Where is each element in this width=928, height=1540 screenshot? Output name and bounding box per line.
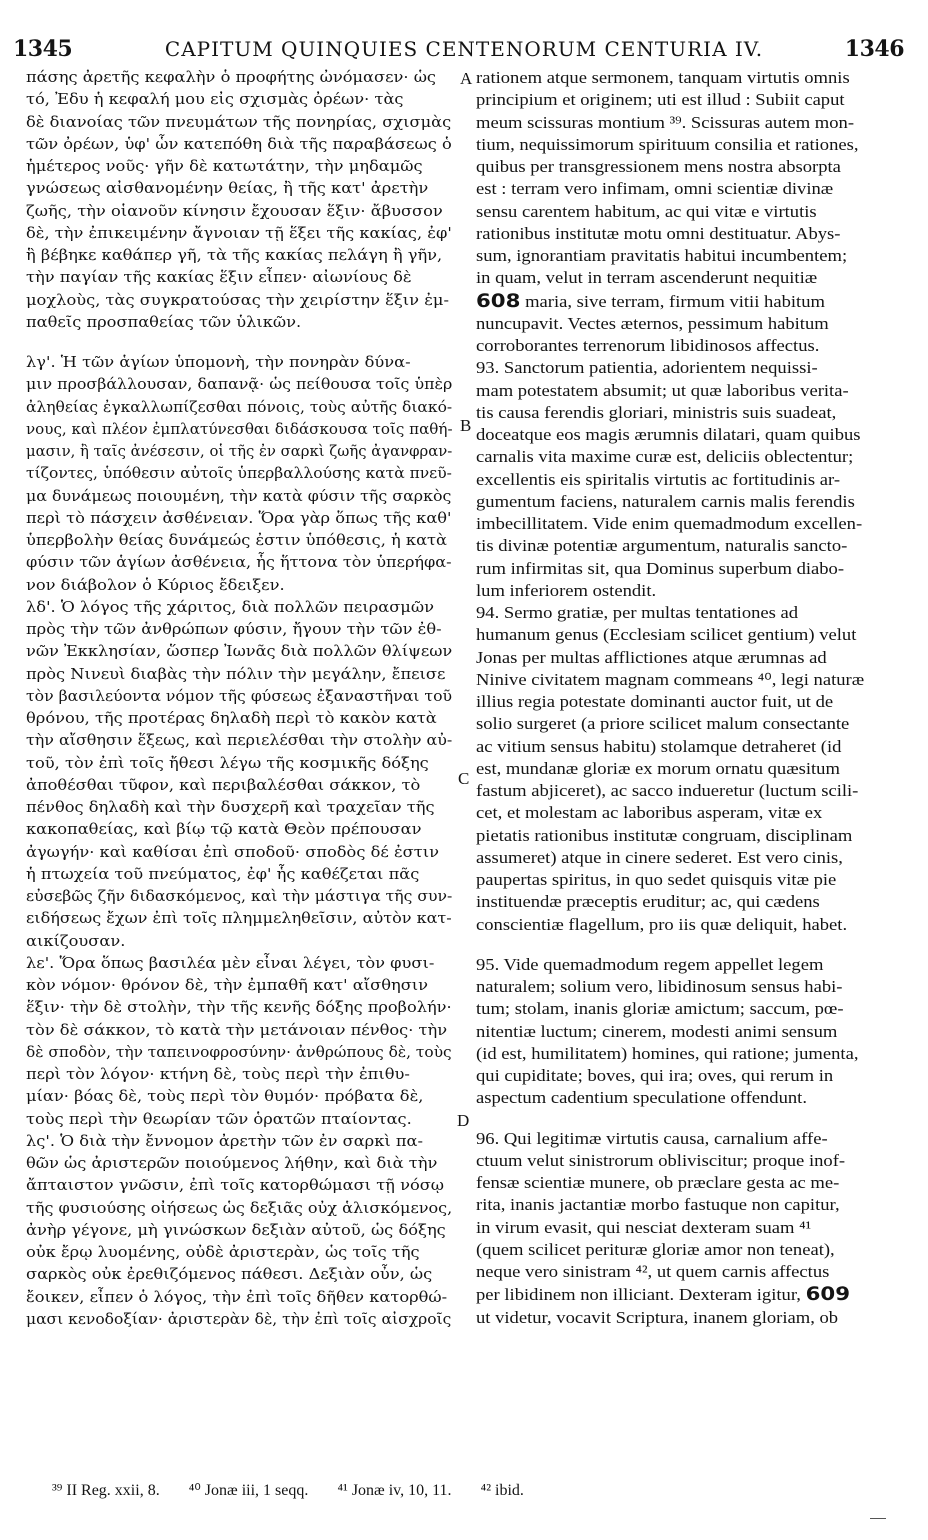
greek-text-line: τοὺς περὶ τὴν θεωρίαν τῶν ὁρατῶν πταίοντας. [26,1111,412,1128]
greek-text-line: τὴν παγίαν τῆς κακίας ἕξιν εἶπεν· αἰωνίους δὲ [26,270,412,287]
left-column-number: 1345 [13,36,73,62]
greek-text-line: φύσιν τῶν ἁγίων ἀσθένεια, ἧς ἥττονα τὸν ὑπερήφα- [26,555,452,572]
latin-text-line: mam potestatem absumit; ut quæ laboribus verita- [476,380,849,400]
latin-text-line: paupertas spiritus, in quo sedet quisquis vitæ pie [476,870,837,889]
greek-text-line: ζωῆς, τὴν οἱανοῦν κίνησιν ἔχουσαν ἕξιν· ἄβυσσον [26,203,443,220]
greek-text-line: θρόνου, τῆς προτέρας δηλαδὴ περὶ τὸ κακὸν κατὰ [26,711,437,727]
greek-text-line: λγ'. Ἡ τῶν ἁγίων ὑπομονὴ, τὴν πονηρὰν δύνα- [26,355,411,371]
latin-text-line: neque vero sinistram ⁴², ut quem carnis affectus [476,1262,830,1281]
latin-text-line: cet, et molestam ac laboribus asperam, vitæ ex [476,803,823,823]
latin-text-line: doceatque eos magis ærumnis dilatari, quam quibus [476,425,861,444]
latin-text-line: carnalis vita maxime curæ est, deliciis oblectentur; [476,447,854,467]
footnote-40: ⁴⁰ Jonæ iii, 1 seqq. [188,1482,309,1499]
greek-text-line: λς'. Ὁ διὰ τὴν ἔννομον ἀρετὴν τῶν ἐν σαρκὶ πα- [26,1133,424,1150]
footnote-39: ³⁹ II Reg. xxii, 8. [52,1482,160,1499]
greek-text-line: ἀληθείας ἐγκαλλωπίζεσθαι πόνοις, τοὺς αὐτῆς διακό- [26,399,453,416]
greek-text-line: εὐσεβῶς ζῆν διδασκόμενος, καὶ τὴν μάστιγα τῆς συν- [26,889,453,905]
greek-text-line: περὶ τὸν λόγον· κτήνη δὲ, τοὺς περὶ τὴν ἐπιθυ- [26,1067,410,1083]
greek-text-line: ἀποθέσθαι τῦφον, καὶ περιβαλέσθαι σάκκον, τὸ [26,777,421,794]
greek-text-line: μασι κενοδοξίαν· ἀριστερὰν δὲ, τὴν ἐπὶ τοῖς αἰσχροῖς [26,1311,452,1328]
greek-text-line: οὐκ ἔρῳ λυομένης, οὐδὲ ἀριστερὰν, ὡς τοῖς τῆς [26,1245,420,1261]
latin-text-line: lum inferiorem ostendit. [476,580,657,600]
latin-text-line: 96. Qui legitimæ virtutis causa, carnalium affe- [476,1128,828,1148]
greek-text-line: τίζοντες, ὑπόθεσιν αὐτοῖς ὑπερβαλλούσης κατὰ πνεῦ- [26,466,452,483]
latin-text-line: rationem atque sermonem, tanquam virtutis omnis [476,68,850,87]
margin-marker-a: A [460,69,473,88]
latin-text-line: sum, ignorantiam pravitatis habitui incumbentem; [476,246,848,265]
page-number-608: 608 [476,289,521,312]
greek-text-line: τὴν αἴσθησιν ἕξεως, καὶ περιελέσθαι τὴν στολὴν αὐ- [26,733,453,750]
greek-text-line: σαρκὸς οὐκ ἐρεθιζόμενος πάθεσι. Δεξιὰν οὖν, ὡς [26,1267,433,1284]
latin-text-line: imbecillitatem. Vide enim quemadmodum excellen- [476,514,863,533]
greek-text-line: νους, καὶ πλέον ἐμπλατύνεσθαι διδάσκουσα τοῖς παθή- [26,421,453,438]
greek-text-line: θῶν ὡς ἀριστερῶν ποιούμενος λήθην, καὶ διὰ τὴν [26,1156,438,1172]
latin-text-line: illius regia potestate dominanti auctor fuit, ut de [476,692,834,711]
latin-text-line: 95. Vide quemadmodum regem appellet legem [476,954,824,974]
greek-text-line: δὲ σποδὸν, τὴν ταπεινοφροσύνην· ἀνθρώπους δὲ, τοὺς [26,1044,452,1061]
greek-text-line: περὶ τὸ πάσχειν ἀσθένειαν. Ὅρα γὰρ ὅπως τῆς καθ' [26,510,452,527]
footnote-41: ⁴¹ Jonæ iv, 10, 11. [337,1482,452,1499]
running-header [0,34,928,64]
latin-text-line: corroborantes terrenorum libidinosos affectus. [476,336,820,355]
greek-text-line: λδ'. Ὁ λόγος τῆς χάριτος, διὰ πολλῶν πειρασμῶν [26,599,434,616]
latin-text-line: Jonas per multas afflictiones atque ærumnas ad [476,647,827,667]
latin-paragraph-gap [476,1110,896,1128]
latin-text-line: quibus per transgressionem mens nostra absorpta [476,157,841,176]
greek-text-line: αικίζουσαν. [26,933,126,950]
greek-text-line: πένθος δηλαδὴ καὶ τὴν δυσχερῆ καὶ τραχεῖαν τῆς [26,800,435,816]
footnotes [52,1478,912,1504]
greek-text-line: ἡ πτωχεία τοῦ πνεύματος, ἐφ' ἧς καθέζεται πᾶς [26,866,420,883]
greek-text-line: ειδήσεως ἔχων ἐπὶ τοῖς πλημμεληθεῖσιν, αὐτὸν κατ- [26,911,452,928]
greek-text-line: ἕξιν· τὴν δὲ στολὴν, τὴν τῆς κενῆς δόξης προβολήν· [26,1000,452,1017]
latin-text-line: tum; stolam, inanis gloriæ amictum; saccum, pœ- [476,999,844,1019]
latin-text-line: tium, nequissimorum spirituum consilia et rationes, [476,134,859,154]
latin-text-line: est, mundanæ gloriæ ex morum ornatu quæsitum [476,758,840,778]
greek-text-line: νῶν Ἐκκλησίαν, ὥσπερ Ἰωνᾶς διὰ πολλῶν θλίψεων [26,644,453,661]
latin-text-line: ac vitium sensus habitu) stolamque detraheret (id [476,736,842,756]
greek-text-line: ἡμέτερος νοῦς· γῆν δὲ κατωτάτην, τὴν μηδαμῶς [26,159,423,175]
latin-text-line: 608 maria, sive terram, firmum vitii habitum [476,289,825,312]
greek-text-line: μιν προσβάλλουσαν, δαπανᾷ· ὡς πείθουσα τοῖς ὑπὲρ [26,377,453,394]
latin-text-line: aspectum cadentium speculatione offendunt. [476,1088,807,1108]
greek-text-line: τῶν ὀρέων, ὑφ' ὧν κατεπόθη διὰ τῆς παραβάσεως ὁ [26,136,452,153]
greek-text-line: παθεῖς προσπαθείας τῶν ὑλικῶν. [26,314,302,331]
greek-text-line: ἄπταιστον γνῶσιν, ἐπὶ τοῖς κατορθώμασι τῇ νόσῳ [26,1178,445,1195]
greek-text-line: κακοπαθείας, καὶ βίῳ τῷ κατὰ Θεὸν πρέπουσαν [26,822,422,839]
latin-text-line: meum scissuras montium ³⁹. Scissuras autem mon- [476,112,855,132]
latin-text-line: conscientiæ flagellum, pro iis quæ deliquit, habet. [476,914,848,934]
greek-text-line: ἀγωγήν· καὶ καθίσαι ἐπὶ σποδοῦ· σποδὸς δέ ἐστιν [26,844,439,861]
latin-text-column [476,67,896,1329]
greek-text-line: μασιν, ἢ ταῖς ἀνέσεσιν, οἱ τῆς ἐν σαρκὶ ζωῆς ἀγανφραν- [26,444,453,460]
greek-text-column [26,67,454,1331]
latin-text-line: pietatis rationibus institutæ congruam, disciplinam [476,825,853,845]
latin-text-line: Ninive civitatem magnam commeans ⁴⁰, legi naturæ [476,669,865,689]
latin-text-line: assumeret) atque in cinere sederet. Est vero cinis, [476,847,843,867]
latin-text-line: in virum evasit, qui nesciat dexteram suam ⁴¹ [476,1217,812,1237]
greek-text-line: μοχλοὺς, τὰς συγκρατούσας τὴν χειρίστην ἕξιν ἐμ- [26,292,449,309]
latin-text-line: in quam, velut in terram ascenderunt nequitiæ [476,268,818,288]
latin-paragraph-gap [476,936,896,954]
greek-text-line: νον διάβολον ὁ Κύριος ἔδειξεν. [26,577,285,594]
greek-text-line: γνώσεως αἰσθανομένην θείας, ἢ τῆς κατ' ἀρετὴν [26,181,429,198]
page-end-rule [870,1518,886,1519]
greek-text-line: μα δυνάμεως ποιουμένη, τὴν κατὰ φύσιν τῆς σαρκὸς [26,488,452,505]
greek-paragraph-gap [26,334,454,352]
greek-text-line: πρὸς τὴν τῶν ἀνθρώπων φύσιν, ἤγουν τὴν τῶν ἐθ- [26,622,442,638]
latin-text-line: humanum genus (Ecclesiam scilicet gentium) velut [476,625,857,645]
page-number-609: 609 [805,1283,851,1306]
latin-text-line: gumentum faciens, naturalem carnis malis ferendis [476,491,855,511]
latin-text-line: solio surgeret (a priore scilicet malum consectante [476,714,850,734]
latin-text-line: ctuum velut sinistrorum obliviscitur; proque inof- [476,1150,846,1170]
latin-text-line: tis divinæ potentiæ argumentum, naturalis sancto- [476,536,848,556]
latin-text-line: tis causa ferendis gloriari, ministris suis suadeat, [476,402,837,422]
latin-text-line: rum infirmitas sit, qua Dominus superbum diabo- [476,558,845,578]
greek-text-line: δὲ, τὴν ἐπικειμένην ἄγνοιαν τῇ ἕξει τῆς κακίας, ἐφ' [26,225,452,242]
latin-text-line: fensæ scientiæ munere, ob præclare gesta ac me- [476,1173,840,1192]
greek-text-line: λε'. Ὅρα ὅπως βασιλέα μὲν εἶναι λέγει, τὸν φυσι- [26,955,435,972]
latin-text-line: (id est, humilitatem) homines, qui ratione; jumenta, [476,1043,859,1063]
latin-text-line: est : terram vero infimam, omni scientiæ divinæ [476,179,834,199]
latin-text-line: excellentis eis spiritalis virtutis ac fortitudinis ar- [476,469,841,489]
latin-text-line: nitentiæ luctum; cinerem, modesti animi sensum [476,1021,838,1041]
greek-text-line: τὸν δὲ σάκκον, τὸ κατὰ τὴν μετάνοιαν πένθος· τὴν [26,1022,448,1039]
greek-text-line: τῆς φυσιούσης οἰήσεως ὡς δεξιᾶς οὐχ ἁλισκόμενος, [26,1200,453,1217]
latin-text-line: sensu carentem habitum, ac qui vitæ e virtutis [476,201,817,221]
right-column-number: 1346 [844,36,904,62]
greek-text-line: πρὸς Νινευὶ διαβὰς τὴν πόλιν τὴν μεγάλην, ἔπεισε [26,666,446,683]
greek-text-line: δὲ διανοίας τῶν πνευμάτων τῆς πονηρίας, σχισμὰς [26,114,452,131]
latin-text-line: rita, inanis jactantiæ morbo fastuque non capitur, [476,1195,840,1215]
greek-text-line: τοῦ, τὸν ἐπὶ τοῖς ἤθεσι λέγω τῆς κοσμικῆς δόξης [26,755,429,772]
latin-text-line: principium et originem; uti est illud : Subiit caput [476,90,845,110]
greek-text-line: τό, Ἐδυ ἡ κεφαλή μου εἰς σχισμὰς ὀρέων· τὰς [26,92,404,109]
latin-text-line: qui cupiditate; boves, qui ira; oves, qui rerum in [476,1066,834,1085]
greek-text-line: ἣ βέβηκε καθάπερ γῆ, τὰ τῆς κακίας πελάγη ἢ γῆν, [26,248,443,264]
greek-text-line: τὸν βασιλεύοντα νόμον τῆς φύσεως ἐξαναστῆναι τοῦ [26,688,453,705]
footnote-42: ⁴² ibid. [480,1482,524,1499]
latin-text-line: naturalem; solium vero, libidinosum sensus habi- [476,977,843,996]
greek-text-line: μίαν· βόας δὲ, τοὺς περὶ τὸν θυμόν· πρόβατα δὲ, [26,1089,424,1106]
latin-text-line: nuncupavit. Vectes æternos, pessimum habitum [476,313,829,333]
latin-text-line: (quem scilicet perituræ gloriæ amor non teneat), [476,1239,835,1259]
latin-text-line: fastum abjiceret), ac sacco indueretur (luctum scili- [476,781,859,800]
greek-text-line: ὑπερβολὴν θείας δυνάμεώς ἐστιν ὑπόθεσις, ἡ κατὰ [26,533,448,549]
margin-marker-b: B [460,416,472,435]
latin-text-line: 93. Sanctorum patientia, adorientem nequissi- [476,358,818,378]
latin-text-line: instituendæ præceptis eruditur; ac, qui cædens [476,892,820,912]
latin-text-line: ut videtur, vocavit Scriptura, inanem gloriam, ob [476,1307,839,1327]
greek-text-line: πάσης ἀρετῆς κεφαλὴν ὁ προφήτης ὠνόμασεν· ὡς [26,70,437,86]
margin-marker-d: D [457,1111,470,1130]
latin-text-line: rationibus institutæ motu omni destituatur. Abys- [476,223,841,243]
margin-marker-c: C [458,769,470,788]
latin-text-line: per libidinem non illiciant. Dexteram igitur, 609 [476,1283,851,1306]
latin-text-line: 94. Sermo gratiæ, per multas tentationes ad [476,603,799,622]
greek-text-line: κὸν νόμον· θρόνον δὲ, τὴν ἐμπαθῆ κατ' αἴσθησιν [26,978,429,994]
greek-text-line: ἔοικεν, εἶπεν ὁ λόγος, τὴν ἐπὶ τοῖς δῆθεν κατορθώ- [26,1289,448,1306]
running-title: CAPITUM QUINQUIES CENTENORUM CENTURIA IV. [164,37,764,61]
greek-text-line: ἀνὴρ γέγονε, μὴ γινώσκων δεξιὰν αὐτοῦ, ὡς δόξης [26,1222,446,1239]
